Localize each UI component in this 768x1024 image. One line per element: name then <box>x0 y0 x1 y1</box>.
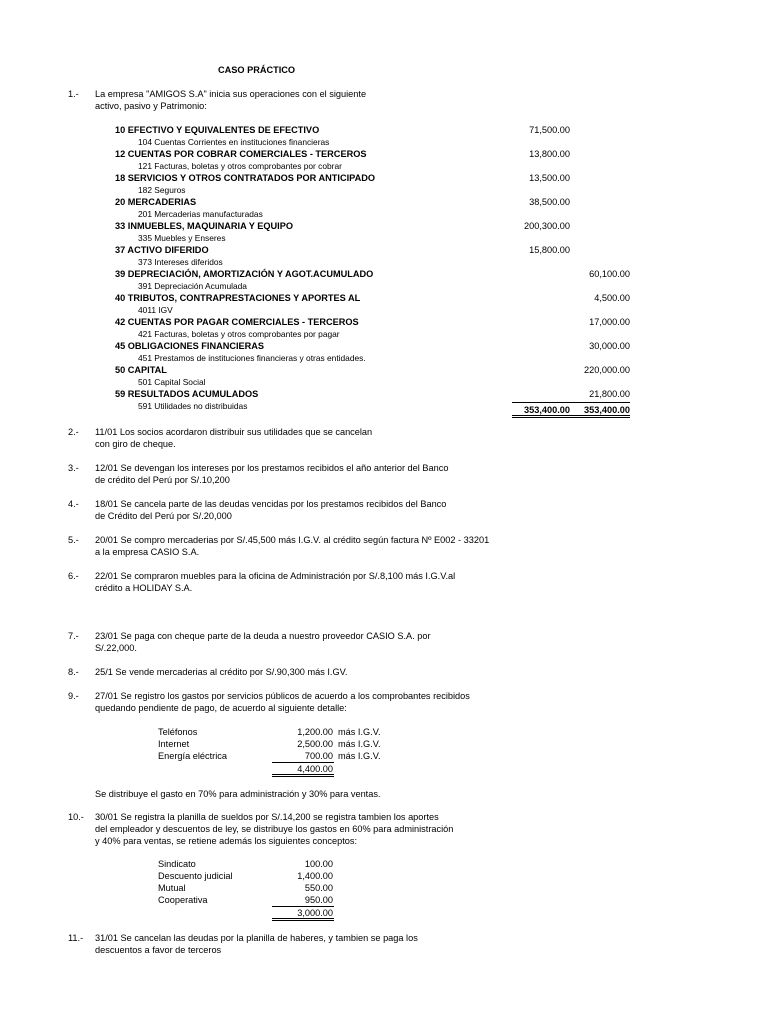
account-name: 59 RESULTADOS ACUMULADOS <box>115 389 259 399</box>
service-amount: 1,200.00 <box>297 727 333 737</box>
item-text: del empleador y descuentos de ley, se distribuye los gastos en 60% para administración <box>95 824 454 834</box>
account-subaccount: 391 Depreciación Acumulada <box>138 281 247 291</box>
account-subaccount: 201 Mercaderias manufacturadas <box>138 209 263 219</box>
account-debit: 13,500.00 <box>529 173 570 183</box>
page-title: CASO PRÁCTICO <box>218 65 296 75</box>
account-credit: 21,800.00 <box>589 389 630 399</box>
account-subaccount: 591 Utilidades no distribuidas <box>138 401 248 411</box>
item-number: 5.- <box>68 535 79 545</box>
item-text: descuentos a favor de terceros <box>95 945 222 955</box>
deductions-total: 3,000.00 <box>297 908 333 918</box>
account-subaccount: 335 Muebles y Enseres <box>138 233 226 243</box>
account-subaccount: 4011 IGV <box>138 305 173 315</box>
account-subaccount: 104 Cuentas Corrientes en instituciones financieras <box>138 137 330 147</box>
total-credit: 353,400.00 <box>584 405 630 415</box>
item-text: con giro de cheque. <box>95 439 176 449</box>
account-subaccount: 501 Capital Social <box>138 377 206 387</box>
item-text: activo, pasivo y Patrimonio: <box>95 101 207 111</box>
totals-double-rule <box>512 415 630 418</box>
deduction-amount: 1,400.00 <box>297 871 333 881</box>
account-debit: 15,800.00 <box>529 245 570 255</box>
total-debit: 353,400.00 <box>524 405 570 415</box>
item-text: 18/01 Se cancela parte de las deudas vencidas por los prestamos recibidos del Banco <box>95 499 447 509</box>
deduction-amount: 550.00 <box>304 883 333 893</box>
item-number: 3.- <box>68 463 79 473</box>
account-subaccount: 121 Facturas, boletas y otros comprobantes por cobrar <box>138 161 342 171</box>
services-total: 4,400.00 <box>297 764 333 774</box>
item-text: S/.22,000. <box>95 643 137 653</box>
item-number: 11.- <box>68 933 84 943</box>
item-number: 6.- <box>68 571 79 581</box>
service-label: Teléfonos <box>158 727 198 737</box>
item-number: 1.- <box>68 89 79 99</box>
account-debit: 200,300.00 <box>524 221 570 231</box>
item-text: y 40% para ventas, se retiene además los siguientes conceptos: <box>95 836 357 846</box>
service-label: Energía eléctrica <box>158 751 227 761</box>
deduction-amount: 950.00 <box>304 895 333 905</box>
item-text: 31/01 Se cancelan las deudas por la planilla de haberes, y tambien se paga los <box>95 933 418 943</box>
item-text: de Crédito del Perú por S/.20,000 <box>95 511 232 521</box>
account-name: 12 CUENTAS POR COBRAR COMERCIALES - TERCEROS <box>115 149 367 159</box>
account-name: 10 EFECTIVO Y EQUIVALENTES DE EFECTIVO <box>115 125 320 135</box>
account-name: 45 OBLIGACIONES FINANCIERAS <box>115 341 265 351</box>
item-text: quedando pendiente de pago, de acuerdo al siguiente detalle: <box>95 703 347 713</box>
item-text: 12/01 Se devengan los intereses por los prestamos recibidos el año anterior del Banco <box>95 463 449 473</box>
account-subaccount: 182 Seguros <box>138 185 186 195</box>
deduction-label: Descuento judicial <box>158 871 233 881</box>
deduction-label: Sindicato <box>158 859 196 869</box>
item-number: 10.- <box>68 812 84 822</box>
account-name: 33 INMUEBLES, MAQUINARIA Y EQUIPO <box>115 221 293 231</box>
totals-top-rule <box>512 402 630 403</box>
service-note: más I.G.V. <box>338 727 381 737</box>
item-number: 4.- <box>68 499 79 509</box>
account-debit: 13,800.00 <box>529 149 570 159</box>
account-debit: 38,500.00 <box>529 197 570 207</box>
services-double-rule <box>272 774 334 777</box>
item-number: 7.- <box>68 631 79 641</box>
item-number: 2.- <box>68 427 79 437</box>
item-number: 9.- <box>68 691 79 701</box>
item-text: crédito a HOLIDAY S.A. <box>95 583 193 593</box>
account-name: 37 ACTIVO DIFERIDO <box>115 245 209 255</box>
item-text: 11/01 Los socios acordaron distribuir sus utilidades que se cancelan <box>95 427 373 437</box>
item-text: La empresa "AMIGOS S.A" inicia sus operaciones con el siguiente <box>95 89 367 99</box>
deduction-label: Mutual <box>158 883 186 893</box>
deduction-label: Cooperativa <box>158 895 208 905</box>
item-text: a la empresa CASIO S.A. <box>95 547 200 557</box>
service-label: Internet <box>158 739 190 749</box>
item-number: 8.- <box>68 667 79 677</box>
account-credit: 220,000.00 <box>584 365 630 375</box>
item-text: 20/01 Se compro mercaderias por S/.45,500 más I.G.V. al crédito según factura Nº E002 - 33201 <box>95 535 490 545</box>
distribution-text: Se distribuye el gasto en 70% para administración y 30% para ventas. <box>95 789 381 799</box>
deduction-amount: 100.00 <box>304 859 333 869</box>
item-text: 25/1 Se vende mercaderias al crédito por S/.90,300 más I.GV. <box>95 667 348 677</box>
item-text: 22/01 Se compraron muebles para la oficina de Administración por S/.8,100 más I.G.V.al <box>95 571 456 581</box>
account-credit: 17,000.00 <box>589 317 630 327</box>
account-subaccount: 373 Intereses diferidos <box>138 257 223 267</box>
account-debit: 71,500.00 <box>529 125 570 135</box>
account-name: 20 MERCADERIAS <box>115 197 197 207</box>
service-note: más I.G.V. <box>338 739 381 749</box>
deductions-double-rule <box>272 918 334 921</box>
service-note: más I.G.V. <box>338 751 381 761</box>
item-text: de crédito del Perú por S/.10,200 <box>95 475 230 485</box>
item-text: 27/01 Se registro los gastos por servicios públicos de acuerdo a los comprobantes recibidos <box>95 691 470 701</box>
account-name: 39 DEPRECIACIÓN, AMORTIZACIÓN Y AGOT.ACUMULADO <box>115 269 374 279</box>
account-name: 18 SERVICIOS Y OTROS CONTRATADOS POR ANTICIPADO <box>115 173 376 183</box>
account-name: 42 CUENTAS POR PAGAR COMERCIALES - TERCEROS <box>115 317 359 327</box>
item-text: 23/01 Se paga con cheque parte de la deuda a nuestro proveedor CASIO S.A. por <box>95 631 431 641</box>
service-amount: 700.00 <box>304 751 333 761</box>
account-name: 40 TRIBUTOS, CONTRAPRESTACIONES Y APORTES AL <box>115 293 361 303</box>
account-name: 50 CAPITAL <box>115 365 167 375</box>
item-text: 30/01 Se registra la planilla de sueldos por S/.14,200 se registra tambien los aportes <box>95 812 439 822</box>
account-subaccount: 451 Prestamos de instituciones financieras y otras entidades. <box>138 353 366 363</box>
account-credit: 30,000.00 <box>589 341 630 351</box>
account-credit: 4,500.00 <box>594 293 630 303</box>
service-amount: 2,500.00 <box>297 739 333 749</box>
account-subaccount: 421 Facturas, boletas y otros comprobantes por pagar <box>138 329 340 339</box>
account-credit: 60,100.00 <box>589 269 630 279</box>
